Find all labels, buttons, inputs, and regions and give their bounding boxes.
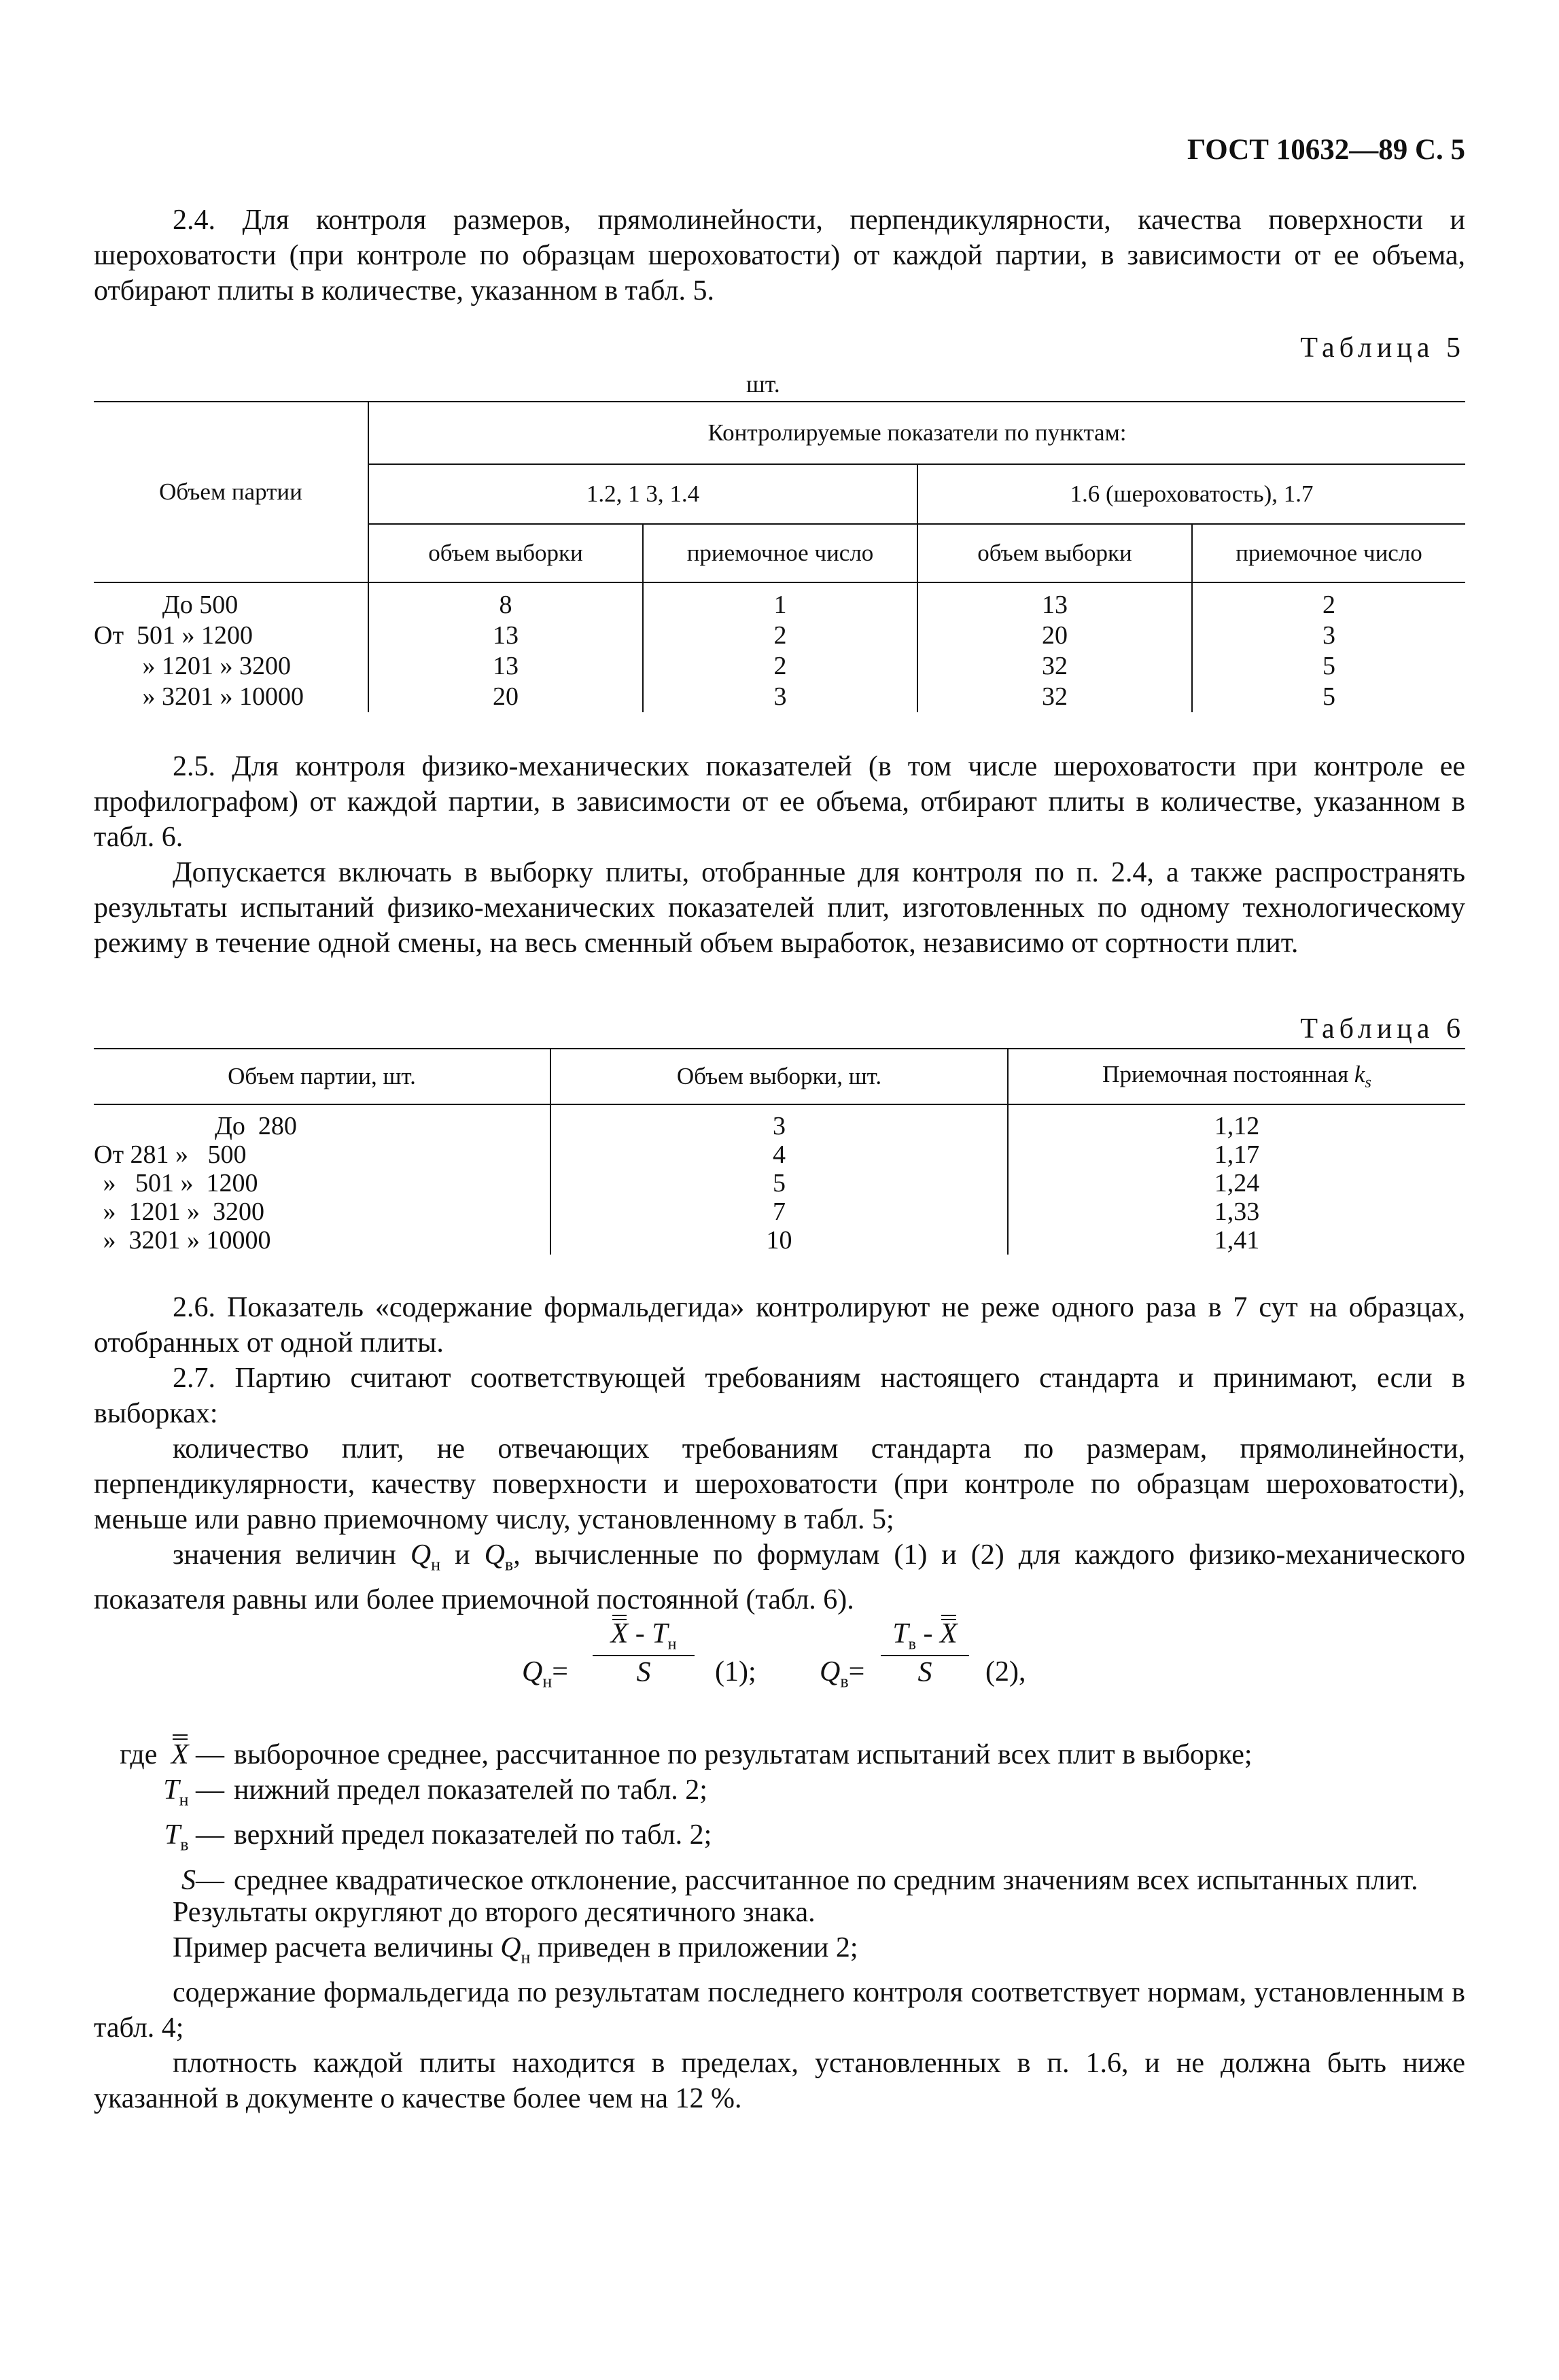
paragraph-round: Результаты округляют до второго десятичного знака. bbox=[173, 1897, 816, 1928]
legend-s-desc: среднее квадратическое отклонение, рассчитанное по средним значениям всех испытанных плит. bbox=[234, 1864, 1418, 1896]
legend-symbol bbox=[94, 1817, 224, 1862]
legend-dash: — bbox=[196, 1774, 224, 1806]
table6-sample-cells bbox=[550, 1104, 1008, 1255]
table-cell: От 281 » 500 bbox=[94, 1140, 247, 1169]
overline-1 bbox=[941, 1615, 956, 1616]
paragraph-2-7-text: 2.7. Партию считают соответствующей требованиям настоящего стандарта и принимают, если в выборках: bbox=[94, 1363, 1465, 1429]
table-cell: » 1201 » 3200 bbox=[136, 652, 291, 680]
table-cell: 13 bbox=[493, 652, 519, 680]
table6-col-const-symbol: k bbox=[1354, 1061, 1365, 1087]
overline-1 bbox=[612, 1615, 627, 1616]
table-cell: 20 bbox=[493, 682, 519, 711]
q-sub-h: н bbox=[431, 1554, 441, 1575]
q-sub-h: н bbox=[521, 1947, 531, 1967]
legend-row-tn bbox=[94, 1772, 1465, 1817]
table-cell: 1,33 bbox=[1214, 1197, 1260, 1226]
table6-col-const-subscript: s bbox=[1365, 1074, 1371, 1091]
q-sub-b: в bbox=[504, 1554, 514, 1575]
page-header: ГОСТ 10632—89 С. 5 bbox=[1187, 134, 1465, 166]
table6-col-sample: Объем выборки, шт. bbox=[550, 1049, 1008, 1104]
formula-x: X bbox=[940, 1618, 958, 1649]
table-cell: 2 bbox=[1322, 591, 1335, 619]
q-symbol: Q bbox=[500, 1932, 521, 1963]
table5-col-group: Контролируемые показатели по пунктам: bbox=[368, 402, 1465, 464]
table6-batch-cells bbox=[94, 1104, 550, 1255]
paragraph-2-7a-text: количество плит, не отвечающих требованиям стандарта по размерам, прямолинейности, перпендикулярности, качеству поверхности и шероховатости (при контроле по образцам шероховатости), меньше или равно приемочному числу, установленному в табл. 5; bbox=[94, 1433, 1465, 1535]
table-cell: 4 bbox=[773, 1140, 786, 1169]
table-cell: 2 bbox=[773, 621, 787, 650]
legend-dash: — bbox=[196, 1739, 224, 1770]
table-cell: 3 bbox=[1322, 621, 1335, 650]
formula-minus: - bbox=[923, 1618, 933, 1649]
overline-1 bbox=[173, 1734, 188, 1736]
table-cell: 1,24 bbox=[1214, 1169, 1260, 1197]
legend-tv-desc: верхний предел показателей по табл. 2; bbox=[234, 1819, 712, 1851]
table-cell: 1,17 bbox=[1214, 1140, 1260, 1169]
table-cell: 13 bbox=[1042, 591, 1068, 619]
legend-x-desc: выборочное среднее, рассчитанное по результатам испытаний всех плит в выборке; bbox=[234, 1739, 1253, 1770]
legend-row-tv bbox=[94, 1817, 1465, 1862]
formula-s: S bbox=[636, 1657, 651, 1689]
legend-dash: — bbox=[196, 1819, 224, 1851]
table5-units: шт. bbox=[746, 370, 780, 398]
paragraph-example-pre: Пример расчета величины bbox=[173, 1932, 493, 1963]
formula-1-number: (1); bbox=[715, 1656, 756, 1687]
paragraph-example bbox=[94, 1930, 1465, 1975]
formula-t: T bbox=[892, 1618, 909, 1649]
table-cell: 5 bbox=[1322, 682, 1335, 711]
formula-block bbox=[0, 1612, 1559, 1721]
table-cell: 7 bbox=[773, 1197, 786, 1226]
table-cell: 32 bbox=[1042, 682, 1068, 711]
paragraph-density: плотность каждой плиты находится в пределах, установленных в п. 1.6, и не должна быть ниже указанной в документе о качестве более чем на 12 %. bbox=[94, 2048, 1465, 2115]
table-cell: 3 bbox=[773, 1112, 786, 1140]
table5-sample2-cells bbox=[917, 582, 1192, 712]
table5-batch-cells bbox=[94, 582, 368, 712]
formula-1-numerator bbox=[593, 1617, 695, 1653]
formula-s: S bbox=[917, 1657, 932, 1689]
paragraph-2-5b-text: Допускается включать в выборку плиты, отобранные для контроля по п. 2.4, а также распространять результаты испытаний физико-механических показателей плит, изготовленных по одному технологическому режиму в течение одной смены, на весь сменный объем выработок, независимо от сортности плит. bbox=[94, 857, 1465, 959]
table-cell: » 1201 » 3200 bbox=[97, 1197, 264, 1226]
paragraph-2-6-2-7 bbox=[94, 1290, 1465, 1617]
table-cell: 1,12 bbox=[1214, 1112, 1260, 1140]
formula-minus: - bbox=[635, 1618, 645, 1649]
legend-row-s bbox=[94, 1863, 1465, 1898]
formula-q-sub: в bbox=[840, 1671, 849, 1692]
formula-q: Q bbox=[522, 1656, 543, 1687]
paragraph-2-4-text: 2.4. Для контроля размеров, прямолинейности, перпендикулярности, качества поверхности и шероховатости (при контроле по образцам шероховатости) от каждой партии, в зависимости от ее объема, отбирают плиты в количестве, указанном в табл. 5. bbox=[94, 205, 1465, 307]
overline-2 bbox=[612, 1619, 627, 1620]
legend-symbol bbox=[94, 1737, 224, 1772]
paragraph-2-6-text: 2.6. Показатель «содержание формальдегида» контролируют не реже одного раза в 7 сут на образцах, отобранных от одной плиты. bbox=[94, 1292, 1465, 1359]
table-cell: 13 bbox=[493, 621, 519, 650]
formula-eq: = bbox=[848, 1656, 865, 1687]
table5-sub1: 1.2, 1 3, 1.4 bbox=[368, 464, 917, 524]
fraction-bar bbox=[593, 1655, 695, 1689]
paragraph-2-7b-post: , вычисленные по формулам (1) и (2) для каждого физико-механического показателя равны или более приемочной постоянной (табл. 6). bbox=[94, 1539, 1466, 1616]
legend-x: X bbox=[171, 1739, 189, 1770]
table-cell: » 501 » 1200 bbox=[97, 1169, 258, 1197]
legend-t: T bbox=[163, 1774, 179, 1806]
q-symbol: Q bbox=[410, 1539, 432, 1571]
table-cell: 5 bbox=[773, 1169, 786, 1197]
table-cell: До 280 bbox=[189, 1112, 297, 1140]
legend-symbol bbox=[94, 1772, 224, 1817]
formula-q-sub: н bbox=[542, 1671, 553, 1692]
table-cell: 8 bbox=[499, 591, 512, 619]
paragraph-2-7b-and: и bbox=[455, 1539, 470, 1571]
fraction-bar bbox=[881, 1655, 969, 1689]
formula-t-sub: н bbox=[667, 1635, 677, 1653]
table5-accept2-cells bbox=[1192, 582, 1465, 712]
q-symbol: Q bbox=[484, 1539, 505, 1571]
formula-t-sub: в bbox=[908, 1635, 917, 1653]
formula-2-fraction bbox=[881, 1617, 969, 1689]
table5-accept-1: приемочное число bbox=[643, 524, 917, 582]
table5-col-batch: Объем партии bbox=[94, 402, 368, 582]
legend-t-sub: в bbox=[180, 1834, 189, 1855]
legend-tn-desc: нижний предел показателей по табл. 2; bbox=[234, 1774, 707, 1806]
paragraph-2-5 bbox=[94, 749, 1465, 961]
paragraph-2-5-text: 2.5. Для контроля физико-механических показателей (в том числе шероховатости при контроле ее профилографом) от каждой партии, в зависимости от ее объема, отбирают плиты в количестве, указанном в табл. 6. bbox=[94, 751, 1465, 853]
paragraph-example-post: приведен в приложении 2; bbox=[537, 1932, 858, 1963]
legend-where: где bbox=[120, 1739, 158, 1770]
formula-t: T bbox=[652, 1618, 668, 1649]
formula-1-fraction bbox=[593, 1617, 695, 1689]
legend-row-x bbox=[94, 1737, 1465, 1772]
table5-sample1-cells bbox=[368, 582, 643, 712]
table-cell: 5 bbox=[1322, 652, 1335, 680]
table-cell: 2 bbox=[773, 652, 787, 680]
table-cell: » 3201 » 10000 bbox=[97, 1226, 271, 1255]
table-5 bbox=[94, 401, 1465, 712]
formula-legend bbox=[94, 1737, 1465, 1898]
overline-2 bbox=[173, 1738, 188, 1740]
table6-col-const-label: Приемочная постоянная bbox=[1102, 1061, 1349, 1087]
table6-caption: Таблица 6 bbox=[1300, 1013, 1465, 1045]
table-cell: » 3201 » 10000 bbox=[136, 682, 304, 711]
table-cell: 1,41 bbox=[1214, 1226, 1260, 1255]
table-6 bbox=[94, 1048, 1465, 1255]
legend-symbol bbox=[94, 1863, 224, 1898]
legend-t-sub: н bbox=[179, 1789, 189, 1810]
formula-eq: = bbox=[552, 1656, 568, 1687]
table6-const-cells bbox=[1008, 1104, 1465, 1255]
table6-col-const bbox=[1008, 1049, 1465, 1104]
table5-accept1-cells bbox=[643, 582, 917, 712]
paragraph-formaldehyde: содержание формальдегида по результатам последнего контроля соответствует нормам, установленным в табл. 4; bbox=[94, 1977, 1465, 2044]
table6-col-batch: Объем партии, шт. bbox=[94, 1049, 550, 1104]
table5-sample-1: объем выборки bbox=[368, 524, 643, 582]
formula-x: X bbox=[610, 1618, 629, 1649]
table-cell: 1 bbox=[773, 591, 787, 619]
paragraph-2-7b-pre: значения величин bbox=[173, 1539, 396, 1571]
table-cell: 10 bbox=[766, 1226, 792, 1255]
paragraph-2-7b bbox=[94, 1537, 1465, 1617]
formula-q: Q bbox=[820, 1656, 841, 1687]
legend-dash: — bbox=[196, 1864, 224, 1896]
table5-sample-2: объем выборки bbox=[917, 524, 1192, 582]
table5-accept-2: приемочное число bbox=[1192, 524, 1465, 582]
paragraph-2-4 bbox=[94, 203, 1465, 309]
legend-s: S bbox=[181, 1864, 196, 1896]
table-cell: От 501 » 1200 bbox=[94, 621, 253, 650]
overline-2 bbox=[941, 1619, 956, 1620]
table5-caption: Таблица 5 bbox=[1300, 332, 1465, 364]
legend-t: T bbox=[164, 1819, 181, 1851]
table-cell: 32 bbox=[1042, 652, 1068, 680]
formula-2-number: (2), bbox=[985, 1656, 1026, 1687]
table-cell: 20 bbox=[1042, 621, 1068, 650]
formula-1-lhs bbox=[522, 1656, 568, 1692]
table5-sub2: 1.6 (шероховатость), 1.7 bbox=[917, 464, 1465, 524]
formula-2-numerator bbox=[881, 1617, 969, 1653]
table-cell: До 500 bbox=[162, 591, 239, 619]
closing-paragraphs bbox=[94, 1895, 1465, 2116]
formula-2-lhs bbox=[820, 1656, 864, 1692]
table-cell: 3 bbox=[773, 682, 787, 711]
